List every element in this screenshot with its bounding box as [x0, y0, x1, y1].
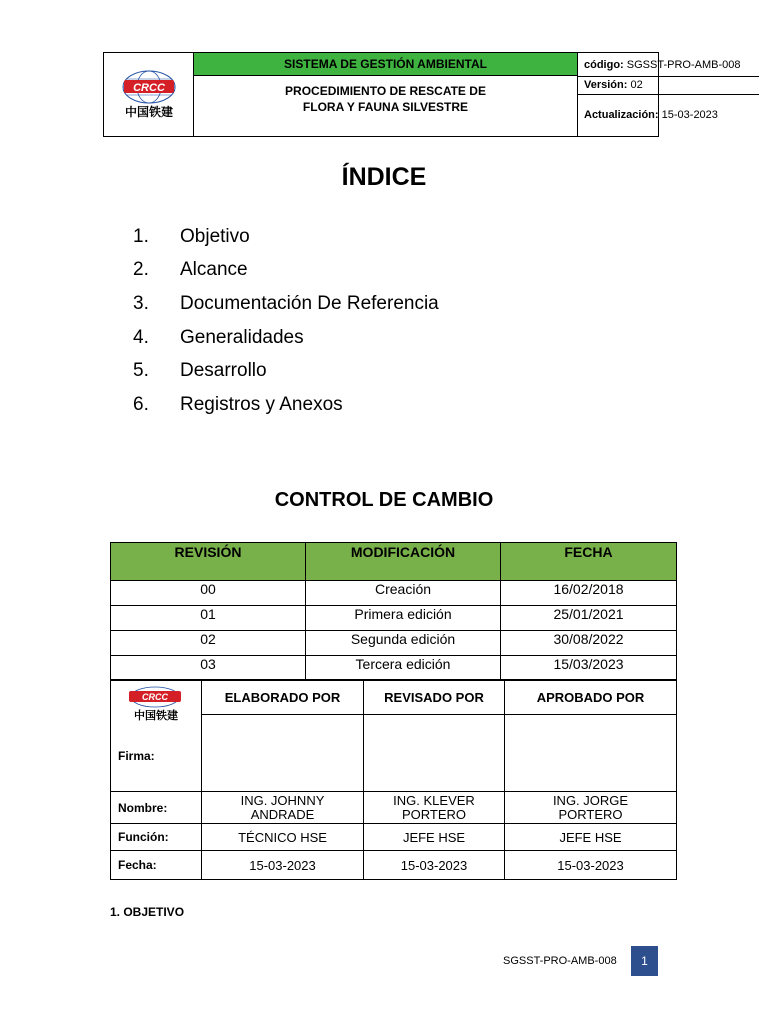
- column-header: REVISIÓN: [111, 543, 306, 581]
- name-cell: ING. JOHNNY ANDRADE: [202, 792, 364, 824]
- signature-box: [364, 715, 505, 792]
- column-header: APROBADO POR: [505, 680, 677, 715]
- procedure-title-line1: PROCEDIMIENTO DE RESCATE DE: [285, 84, 486, 98]
- code-row: código: SGSST-PRO-AMB-008: [578, 53, 759, 77]
- signature-box: [202, 715, 364, 792]
- funcion-label: Función:: [111, 824, 202, 851]
- signature-header-row: [111, 680, 677, 715]
- table-row: 00 Creación 16/02/2018: [111, 581, 677, 606]
- nombre-label: Nombre:: [111, 792, 202, 824]
- index-item: 3. Documentación De Referencia: [133, 293, 439, 314]
- crcc-logo-icon: [104, 53, 194, 136]
- system-name: SISTEMA DE GESTIÓN AMBIENTAL: [194, 53, 577, 76]
- signature-box: [505, 715, 677, 792]
- table-header-row: [111, 543, 677, 581]
- date-cell: 15-03-2023: [505, 851, 677, 880]
- logo-cell: [104, 53, 194, 136]
- footer-code: SGSST-PRO-AMB-008: [503, 955, 617, 967]
- function-cell: JEFE HSE: [364, 824, 505, 851]
- svg-text:中国铁建: 中国铁建: [124, 105, 174, 119]
- signature-table: [110, 679, 677, 880]
- version-row: Versión: 02: [578, 77, 759, 95]
- update-row: Actualización: 15-03-2023: [584, 109, 718, 121]
- date-cell: 15-03-2023: [364, 851, 505, 880]
- funcion-row: [111, 824, 677, 851]
- index-item: 4. Generalidades: [133, 327, 304, 348]
- column-header: MODIFICACIÓN: [306, 543, 501, 581]
- column-header: ELABORADO POR: [202, 680, 364, 715]
- index-item: 6. Registros y Anexos: [133, 394, 343, 415]
- column-header: FECHA: [501, 543, 677, 581]
- procedure-title-line2: FLORA Y FAUNA SILVESTRE: [302, 100, 469, 114]
- procedure-title: [194, 83, 577, 115]
- index-item: 1. Objetivo: [133, 226, 250, 247]
- change-control-title: CONTROL DE CAMBIO: [274, 489, 494, 511]
- function-cell: TÉCNICO HSE: [202, 824, 364, 851]
- section-heading: 1. OBJETIVO: [110, 905, 185, 919]
- fecha-label: Fecha:: [111, 851, 202, 880]
- name-cell: ING. KLEVER PORTERO: [364, 792, 505, 824]
- change-control-table: [110, 542, 677, 681]
- fecha-row: [111, 851, 677, 880]
- header-title-cell: [194, 53, 578, 136]
- svg-text:CRCC: CRCC: [142, 692, 168, 702]
- function-cell: JEFE HSE: [505, 824, 677, 851]
- table-row: 02 Segunda edición 30/08/2022: [111, 631, 677, 656]
- document-header: [103, 52, 741, 137]
- page-number: 1: [631, 946, 658, 976]
- firma-label: Firma:: [118, 749, 155, 763]
- version-value: 02: [630, 79, 643, 91]
- column-header: REVISADO POR: [364, 680, 505, 715]
- table-row: 01 Primera edición 25/01/2021: [111, 606, 677, 631]
- update-value: 15-03-2023: [661, 109, 718, 121]
- date-cell: 15-03-2023: [202, 851, 364, 880]
- crcc-logo-icon: [111, 684, 201, 724]
- name-cell: ING. JORGE PORTERO: [505, 792, 677, 824]
- svg-text:CRCC: CRCC: [133, 82, 165, 94]
- table-row: 03 Tercera edición 15/03/2023: [111, 656, 677, 681]
- code-value: SGSST-PRO-AMB-008: [626, 59, 741, 71]
- index-title: ÍNDICE: [341, 163, 427, 191]
- index-item: 2. Alcance: [133, 259, 248, 280]
- svg-text:中国铁建: 中国铁建: [134, 709, 178, 722]
- index-item: 5. Desarrollo: [133, 360, 267, 381]
- nombre-row: [111, 792, 677, 824]
- signature-logo-firma-cell: [111, 680, 202, 792]
